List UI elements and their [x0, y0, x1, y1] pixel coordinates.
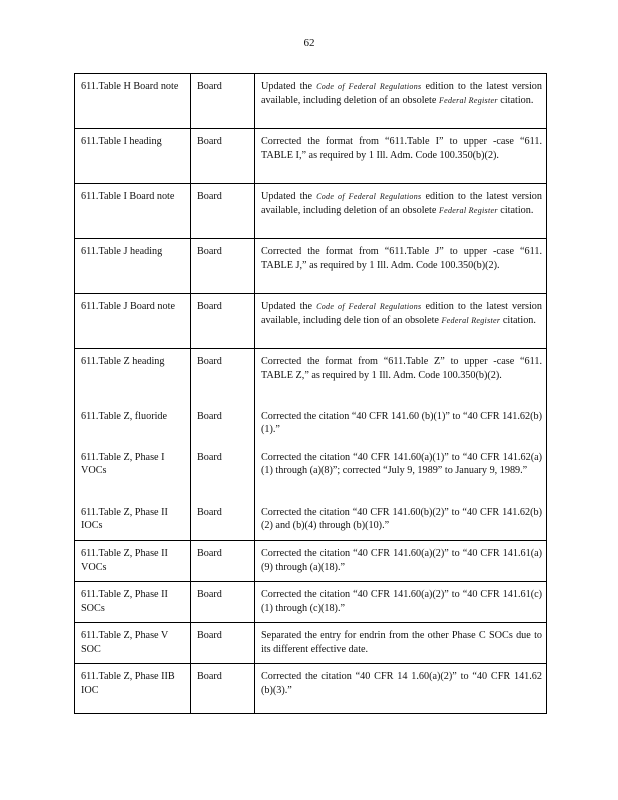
section-cell: 611.Table I heading [75, 129, 191, 184]
table-row [75, 184, 547, 239]
section-cell: 611.Table H Board note [75, 74, 191, 129]
source-cell: Board [191, 623, 255, 664]
source-cell: Board [191, 239, 255, 294]
description-cell [255, 129, 547, 184]
table-row [75, 129, 547, 184]
description-text: Corrected the citation “40 CFR 141.60(a)(1)” to “40 CFR 141.62(a)(1) through (a)(8)”; corrected “July 9, 1989” to January 9, 1989.” [261, 451, 542, 477]
description-cell [255, 623, 547, 664]
section-cell: 611.Table Z, Phase V SOC [75, 623, 191, 664]
description-cell [255, 294, 547, 349]
italic-citation-text: Federal Register [438, 95, 498, 105]
section-cell: 611.Table Z, Phase II IOCs [75, 500, 191, 541]
description-cell [255, 404, 547, 445]
table-row [75, 541, 547, 582]
table-row [75, 74, 547, 129]
section-cell: 611.Table Z, Phase IIB IOC [75, 664, 191, 714]
description-text: Updated the [261, 301, 317, 312]
description-cell [255, 664, 547, 714]
italic-citation-text: Federal Register [438, 205, 498, 215]
description-text: Corrected the citation “40 CFR 141.60 (b)(1)” to “40 CFR 141.62(b)(1).” [261, 410, 542, 436]
italic-citation-text: Federal Register [441, 315, 501, 325]
description-text: citation. [500, 314, 536, 326]
table-row [75, 404, 547, 445]
table-row [75, 349, 547, 404]
changes-table [74, 73, 547, 714]
section-cell: 611.Table Z, Phase II SOCs [75, 582, 191, 623]
description-text: Corrected the format from “611.Table Z” to upper -case “611. TABLE Z,” as required by 1 Ill. Adm. Code 100.350(b)(2). [261, 356, 542, 381]
section-cell: 611.Table Z, Phase II VOCs [75, 541, 191, 582]
description-cell [255, 445, 547, 500]
source-cell: Board [191, 349, 255, 404]
table-row [75, 445, 547, 500]
table-row [75, 623, 547, 664]
source-cell: Board [191, 500, 255, 541]
source-cell: Board [191, 184, 255, 239]
source-cell: Board [191, 664, 255, 714]
description-text: Updated the [261, 81, 317, 92]
description-text: citation. [497, 204, 534, 216]
section-cell: 611.Table I Board note [75, 184, 191, 239]
description-text: edition to the latest version available, including dele tion of an obsolete [261, 301, 542, 326]
description-cell [255, 239, 547, 294]
source-cell: Board [191, 404, 255, 445]
table-row [75, 582, 547, 623]
table-row [75, 500, 547, 541]
description-text: Updated the [261, 191, 317, 202]
table-row [75, 239, 547, 294]
italic-citation-text: Code of Federal Regulations [316, 192, 422, 201]
description-cell [255, 74, 547, 129]
source-cell: Board [191, 294, 255, 349]
description-text: Separated the entry for endrin from the other Phase C SOCs due to its different effective date. [261, 630, 542, 655]
section-cell: 611.Table J Board note [75, 294, 191, 349]
description-text: Corrected the citation “40 CFR 141.60(a)(2)” to “40 CFR 141.61(a)(9) through (a)(18).” [261, 548, 542, 573]
table-row [75, 664, 547, 714]
section-cell: 611.Table Z, fluoride [75, 404, 191, 445]
description-cell [255, 582, 547, 623]
description-cell [255, 184, 547, 239]
description-cell [255, 500, 547, 541]
source-cell: Board [191, 129, 255, 184]
table-body [75, 74, 547, 714]
source-cell: Board [191, 582, 255, 623]
section-cell: 611.Table Z, Phase I VOCs [75, 445, 191, 500]
description-cell [255, 349, 547, 404]
description-text: Corrected the citation “40 CFR 141.60(b)(2)” to “40 CFR 141.62(b)(2) and (b)(4) through (b)(10).” [261, 506, 542, 532]
description-text: Corrected the format from “611.Table J” to upper -case “611. TABLE J,” as required by 1 Ill. Adm. Code 100.350(b)(2). [261, 246, 542, 271]
italic-citation-text: Code of Federal Regulations [316, 82, 422, 91]
description-text: citation. [497, 94, 534, 106]
description-text: Corrected the format from “611.Table I” to upper -case “611. TABLE I,” as required by 1 Ill. Adm. Code 100.350(b)(2). [261, 136, 542, 161]
description-text: Corrected the citation “40 CFR 141.60(a)(2)” to “40 CFR 141.61(c)(1) through (c)(18).” [261, 589, 542, 614]
description-text: Corrected the citation “40 CFR 14 1.60(a)(2)” to “40 CFR 141.62 (b)(3).” [261, 671, 542, 696]
source-cell: Board [191, 74, 255, 129]
description-cell [255, 541, 547, 582]
table-row [75, 294, 547, 349]
section-cell: 611.Table Z heading [75, 349, 191, 404]
description-text: edition to the latest version available, including deletion of an obsolete [261, 191, 542, 216]
source-cell: Board [191, 541, 255, 582]
section-cell: 611.Table J heading [75, 239, 191, 294]
page-number: 62 [303, 37, 315, 49]
source-cell: Board [191, 445, 255, 500]
description-text: edition to the latest version available, including deletion of an obsolete [261, 81, 542, 106]
italic-citation-text: Code of Federal Regulations [316, 302, 422, 311]
